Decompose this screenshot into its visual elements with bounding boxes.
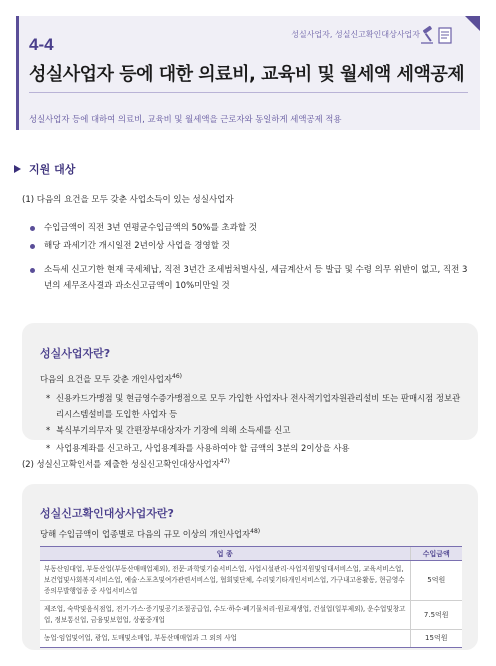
page-subtitle: 성실사업자 등에 대하여 의료비, 교육비 및 월세액을 근로자와 동일하게 세액공제 적용: [29, 114, 342, 124]
column-header-amount: 수입금액: [410, 547, 462, 561]
amount-cell: 15억원: [410, 630, 462, 648]
box-intro: [40, 373, 182, 385]
gavel-icon: [421, 25, 433, 44]
star-item: * 신용카드가맹점 및 현금영수증가맹점으로 모두 가입한 사업자나 전사적기업자원관리설비 또는 판매시점 정보관리시스템설비를 도입한 사업자 등: [46, 390, 466, 422]
table-row: [40, 630, 462, 648]
table-row: [40, 561, 462, 601]
definition-box-certified-business: [22, 484, 478, 650]
definition-box-faithful-business: [22, 323, 478, 453]
table-row: [40, 601, 462, 630]
amount-cell: 7.5억원: [410, 601, 462, 630]
footnote-ref: 47): [219, 458, 230, 465]
amount-cell: 5억원: [410, 561, 462, 601]
footnote-ref: 48): [250, 528, 261, 535]
table-header-row: [40, 547, 462, 561]
footnote-ref: 46): [172, 373, 182, 380]
requirement-item-2-text: (2) 성실신고확인서를 제출한 성실신고확인대상사업자: [22, 459, 220, 469]
industry-cell: 부동산임대업, 부동산업(부동산매매업제외), 전문·과학및기술서비스업, 사업시설관리·사업지원및임대서비스업, 교육서비스업, 보건업및사회복지서비스업, 예술·스포츠및여가관련서비스업, 협회및단체, 수리및기타개인서비스업, 가구내고용활동, 현금영수증의무발행업종 중 사업서비스업: [40, 561, 410, 601]
header-icons: [420, 24, 454, 46]
revenue-threshold-table: [40, 546, 462, 648]
chapter-header: [16, 16, 480, 130]
box-intro-text: 당해 수입금액이 업종별로 다음의 규모 이상의 개인사업자: [40, 529, 251, 539]
box-title: 성실사업자란?: [40, 347, 111, 360]
chapter-number: 4-4: [29, 35, 54, 54]
column-header-industry: 업 종: [40, 547, 410, 561]
industry-cell: 농업·임업및어업, 광업, 도매및소매업, 부동산매매업과 그 외의 사업: [40, 630, 410, 648]
document-icon: [439, 28, 451, 43]
industry-cell: 제조업, 숙박및음식점업, 전기·가스·증기및공기조절공급업, 수도·하수·폐기물처리·원료재생업, 건설업(일부제외), 운수업및창고업, 정보통신업, 금융및보험업, 상품중개업: [40, 601, 410, 630]
triangle-bullet-icon: [14, 165, 21, 173]
requirement-item-2: [22, 458, 230, 470]
corner-accent: [465, 16, 480, 31]
box-title: 성실신고확인대상사업자란?: [40, 507, 174, 520]
box-intro-text: 다음의 요건을 모두 갖춘 개인사업자: [40, 374, 173, 384]
requirement-item-1: (1) 다음의 요건을 모두 갖춘 사업소득이 있는 성실사업자: [22, 195, 234, 205]
category-badge: 성실사업자, 성실신고확인대상사업자: [291, 30, 420, 39]
box-intro: [40, 528, 260, 540]
header-divider: [29, 92, 468, 93]
bullet-item: 수입금액이 직전 3년 연평균수입금액의 50%를 초과할 것: [44, 220, 474, 236]
bullet-item: 해당 과세기간 개시일전 2년이상 사업을 경영할 것: [44, 238, 474, 254]
page-title: 성실사업자 등에 대한 의료비, 교육비 및 월세액 세액공제: [29, 64, 465, 85]
section-heading-label: 지원 대상: [29, 163, 76, 176]
star-item: * 사업용계좌를 신고하고, 사업용계좌를 사용하여야 할 금액의 3분의 2이상을 사용: [46, 440, 446, 456]
bullet-item: 소득세 신고기한 현재 국세체납, 직전 3년간 조세범처벌사실, 세금계산서 등 발급 및 수령 의무 위반이 없고, 직전 3년의 세무조사결과 과소신고금액이 10%미만일 것: [44, 262, 474, 294]
section-heading: [14, 161, 75, 177]
star-item: * 복식부기의무자 및 간편장부대상자가 기장에 의해 소득세를 신고: [46, 422, 446, 438]
